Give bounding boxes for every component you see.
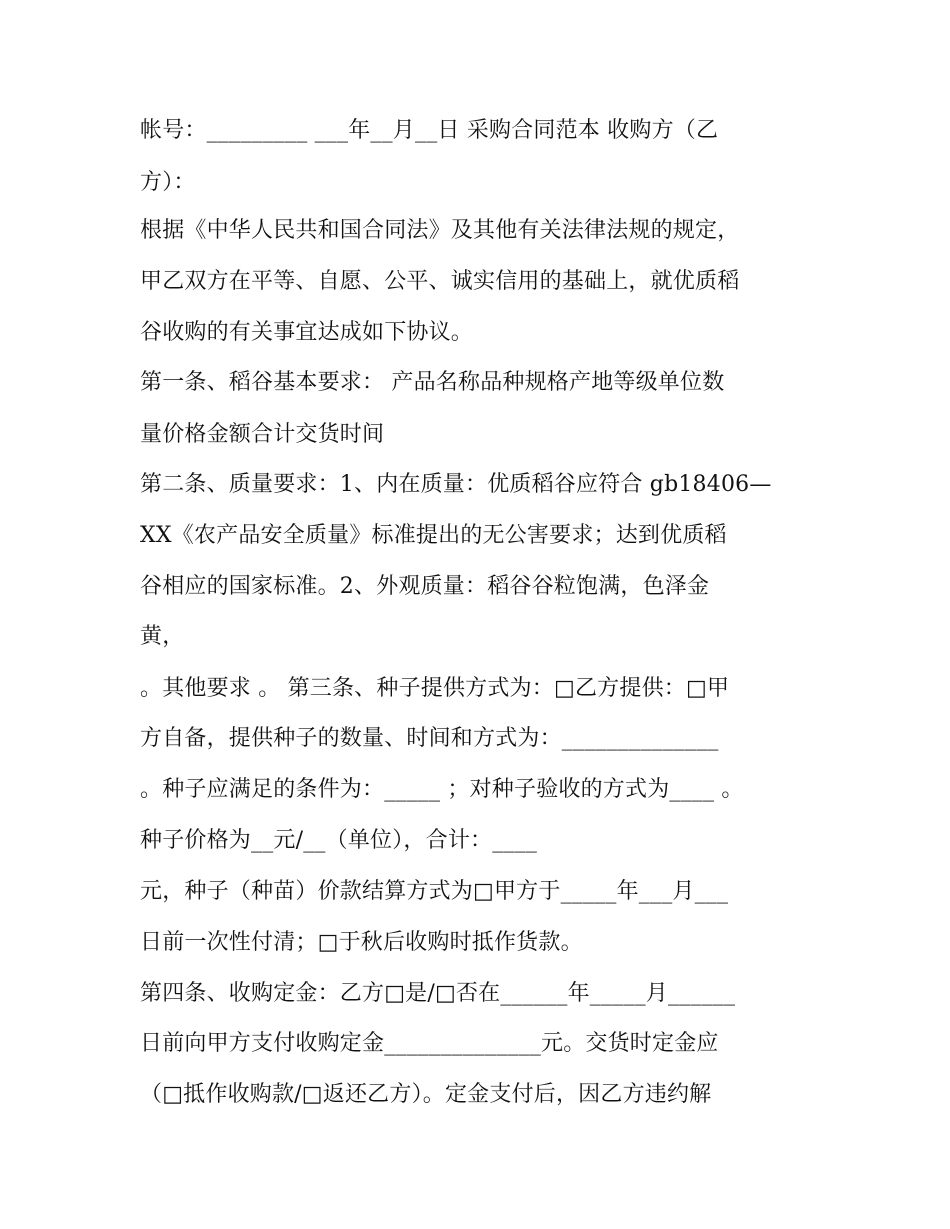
- text-line: 元，种子（种苗）价款结算方式为□甲方于_____年___月___: [140, 879, 729, 904]
- text-line: 第四条、收购定金：乙方□是/□否在______年_____月______: [140, 981, 736, 1006]
- text-line: 根据《中华人民共和国合同法》及其他有关法律法规的规定，: [140, 218, 740, 243]
- text-line: 。种子应满足的条件为：_____ ；对种子验收的方式为____ 。: [140, 777, 744, 802]
- text-line: 谷相应的国家标准。2、外观质量：稻谷谷粒饱满，色泽金: [140, 574, 710, 599]
- text-line: 黄，: [140, 624, 185, 649]
- text-line: 谷收购的有关事宜达成如下协议。: [140, 320, 474, 345]
- text-line: 第一条、稻谷基本要求： 产品名称品种规格产地等级单位数: [140, 370, 725, 395]
- text-line: （□抵作收购款/□返还乙方）。定金支付后，因乙方违约解: [140, 1082, 712, 1107]
- text-line: 甲乙双方在平等、自愿、公平、诚实信用的基础上，就优质稻: [140, 269, 740, 294]
- text-line: 帐号：_________ ___年__月__日 采购合同范本 收购方（乙: [140, 118, 719, 143]
- text-line: XX《农产品安全质量》标准提出的无公害要求；达到优质稻: [140, 523, 727, 548]
- text-line: 种子价格为__元/__（单位），合计：____: [140, 828, 538, 853]
- text-line: 。其他要求 。 第三条、种子提供方式为：□乙方提供：□甲: [140, 676, 730, 701]
- text-line: 日前一次性付清；□于秋后收购时抵作货款。: [140, 930, 583, 955]
- text-line: 方自备，提供种子的数量、时间和方式为：______________: [140, 726, 719, 751]
- text-line: 方）：: [140, 170, 196, 195]
- text-line: 日前向甲方支付收购定金______________元。交货时定金应: [140, 1031, 719, 1056]
- text-line: 第二条、质量要求：1、内在质量：优质稻谷应符合 gb18406—: [140, 472, 772, 497]
- text-line: 量价格金额合计交货时间: [140, 422, 385, 447]
